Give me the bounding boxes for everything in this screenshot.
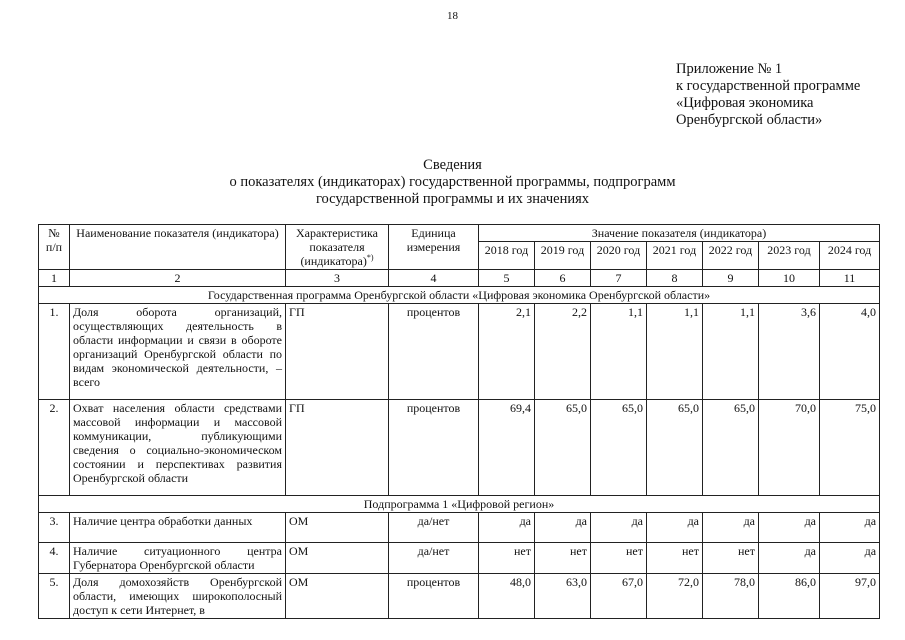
appendix-line: «Цифровая экономика [676, 95, 814, 111]
row-name: Наличие центра обработки данных [70, 513, 286, 543]
row-name: Наличие ситуационного центра Губернатора Оренбургской области [70, 543, 286, 574]
appendix-line: Оренбургской области» [676, 112, 823, 128]
row-value: да [820, 543, 880, 574]
row-value: 97,0 [820, 574, 880, 619]
row-value: да [591, 513, 647, 543]
title-line-2: о показателях (индикаторах) государственной программы, подпрограмм [229, 174, 676, 190]
header-characteristic-text: Характеристика показателя (индикатора) [296, 226, 378, 268]
header-year: 2022 год [703, 242, 759, 270]
column-number: 7 [591, 270, 647, 287]
row-name: Доля оборота организаций, осуществляющих деятельность в области информации и связи в обороте организаций Оренбургской области по видам экономической деятельности, – всего [70, 304, 286, 400]
row-name: Охват населения области средствами массовой информации и массовой коммуникации, публикующими сведения о социально-экономическом состоянии и перспективах развития Оренбургской области [70, 400, 286, 496]
row-value: 1,1 [647, 304, 703, 400]
row-value: 69,4 [479, 400, 535, 496]
row-value: 78,0 [703, 574, 759, 619]
row-value: 65,0 [703, 400, 759, 496]
table-row [39, 513, 880, 543]
page-number: 18 [447, 10, 458, 22]
column-number: 8 [647, 270, 703, 287]
row-value: 75,0 [820, 400, 880, 496]
row-num: 5. [39, 574, 70, 619]
header-unit: Единица измерения [389, 225, 479, 270]
row-value: да [759, 513, 820, 543]
header-characteristic [286, 225, 389, 270]
section-title: Подпрограмма 1 «Цифровой регион» [39, 496, 880, 513]
row-value: 86,0 [759, 574, 820, 619]
row-value: нет [535, 543, 591, 574]
column-number: 4 [389, 270, 479, 287]
row-unit: да/нет [389, 513, 479, 543]
row-value: да [759, 543, 820, 574]
section-title: Государственная программа Оренбургской области «Цифровая экономика Оренбургской области» [39, 287, 880, 304]
column-number: 5 [479, 270, 535, 287]
row-num: 1. [39, 304, 70, 400]
column-number: 9 [703, 270, 759, 287]
row-value: 65,0 [535, 400, 591, 496]
row-value: нет [703, 543, 759, 574]
indicators-table [38, 224, 880, 619]
row-characteristic: ГП [286, 400, 389, 496]
title-line-1: Сведения [423, 157, 482, 173]
column-number: 6 [535, 270, 591, 287]
row-value: нет [647, 543, 703, 574]
table-row [39, 304, 880, 400]
header-num: № п/п [39, 225, 70, 270]
row-value: 65,0 [591, 400, 647, 496]
table-row [39, 574, 880, 619]
row-value: нет [591, 543, 647, 574]
row-name: Доля домохозяйств Оренбургской области, имеющих широкополосный доступ к сети Интернет, в [70, 574, 286, 619]
column-number: 2 [70, 270, 286, 287]
row-unit: процентов [389, 304, 479, 400]
footnote-mark: *) [366, 253, 374, 262]
header-year: 2018 год [479, 242, 535, 270]
row-unit: да/нет [389, 543, 479, 574]
row-value: 1,1 [591, 304, 647, 400]
row-value: 2,2 [535, 304, 591, 400]
appendix-line: к государственной программе [676, 78, 861, 94]
column-number: 3 [286, 270, 389, 287]
title-line-3: государственной программы и их значениях [315, 191, 590, 207]
row-value: да [820, 513, 880, 543]
row-characteristic: ОМ [286, 543, 389, 574]
row-value: 2,1 [479, 304, 535, 400]
row-value: 65,0 [647, 400, 703, 496]
row-value: 4,0 [820, 304, 880, 400]
column-number: 10 [759, 270, 820, 287]
header-year: 2019 год [535, 242, 591, 270]
row-value: 3,6 [759, 304, 820, 400]
section-row [39, 287, 880, 304]
row-value: да [479, 513, 535, 543]
row-value: 48,0 [479, 574, 535, 619]
header-year: 2023 год [759, 242, 820, 270]
header-year: 2021 год [647, 242, 703, 270]
row-num: 4. [39, 543, 70, 574]
header-year: 2024 год [820, 242, 880, 270]
row-num: 2. [39, 400, 70, 496]
row-value: да [647, 513, 703, 543]
header-value-group: Значение показателя (индикатора) [479, 225, 880, 242]
column-number: 1 [39, 270, 70, 287]
row-value: да [535, 513, 591, 543]
table-row [39, 400, 880, 496]
header-name: Наименование показателя (индикатора) [70, 225, 286, 270]
column-number-row [39, 270, 880, 287]
appendix-line: Приложение № 1 [676, 61, 783, 77]
row-value: 70,0 [759, 400, 820, 496]
section-row [39, 496, 880, 513]
header-row-1 [39, 225, 880, 242]
row-characteristic: ГП [286, 304, 389, 400]
header-year: 2020 год [591, 242, 647, 270]
row-value: 67,0 [591, 574, 647, 619]
row-value: 1,1 [703, 304, 759, 400]
document-title [0, 157, 905, 208]
appendix-note [676, 61, 860, 129]
row-characteristic: ОМ [286, 574, 389, 619]
row-unit: процентов [389, 574, 479, 619]
row-value: нет [479, 543, 535, 574]
table-row [39, 543, 880, 574]
row-characteristic: ОМ [286, 513, 389, 543]
row-value: 63,0 [535, 574, 591, 619]
row-unit: процентов [389, 400, 479, 496]
row-num: 3. [39, 513, 70, 543]
column-number: 11 [820, 270, 880, 287]
row-value: да [703, 513, 759, 543]
row-value: 72,0 [647, 574, 703, 619]
